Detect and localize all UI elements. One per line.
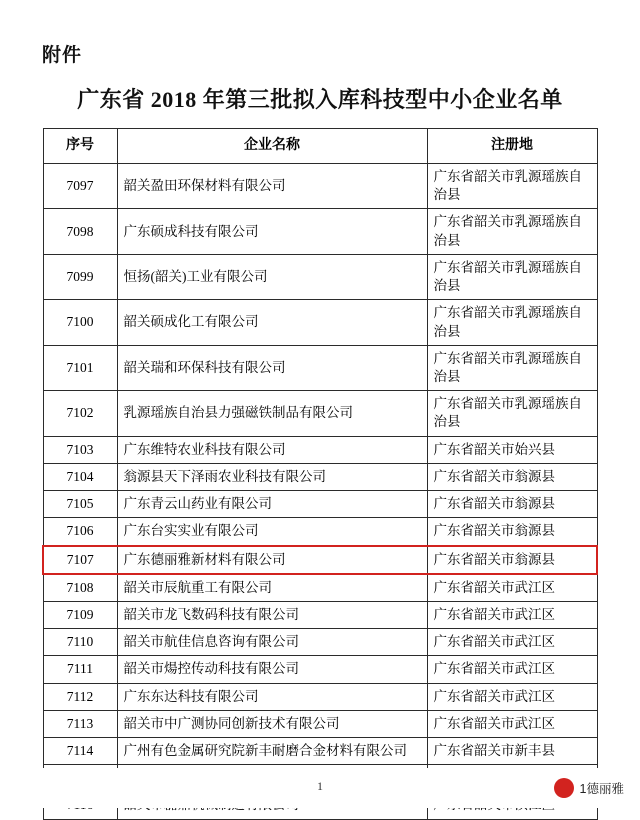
cell-enterprise-name: 广州有色金属研究院新丰耐磨合金材料有限公司 <box>117 738 427 765</box>
cell-enterprise-name: 韶关市中广测协同创新技术有限公司 <box>117 710 427 737</box>
cell-registration-place: 广东省韶关市武江区 <box>427 683 597 710</box>
cell-registration-place: 广东省韶关市乳源瑶族自治县 <box>427 391 597 436</box>
table-row <box>43 738 597 765</box>
cell-enterprise-name: 广东东达科技有限公司 <box>117 683 427 710</box>
cell-registration-place: 广东省韶关市武江区 <box>427 574 597 602</box>
cell-registration-place: 广东省韶关市乳源瑶族自治县 <box>427 300 597 345</box>
table-row <box>43 164 597 209</box>
cell-no: 7097 <box>43 164 117 209</box>
cell-registration-place: 广东省韶关市武江区 <box>427 710 597 737</box>
cell-no: 7102 <box>43 391 117 436</box>
page-footer <box>0 768 640 808</box>
cell-no: 7113 <box>43 710 117 737</box>
cell-registration-place: 广东省韶关市新丰县 <box>427 738 597 765</box>
cell-no: 7111 <box>43 656 117 683</box>
cell-registration-place: 广东省韶关市乳源瑶族自治县 <box>427 254 597 299</box>
table-row <box>43 518 597 546</box>
cell-no: 7098 <box>43 209 117 254</box>
table-row <box>43 300 597 345</box>
cell-registration-place: 广东省韶关市乳源瑶族自治县 <box>427 209 597 254</box>
table-header-row <box>43 129 597 164</box>
table-row <box>43 574 597 602</box>
column-header-reg: 注册地 <box>427 129 597 164</box>
cell-no: 7100 <box>43 300 117 345</box>
cell-registration-place: 广东省韶关市翁源县 <box>427 491 597 518</box>
cell-enterprise-name: 韶关硕成化工有限公司 <box>117 300 427 345</box>
cell-no: 7110 <box>43 629 117 656</box>
cell-enterprise-name: 广东台实实业有限公司 <box>117 518 427 546</box>
page-title: 广东省 2018 年第三批拟入库科技型中小企业名单 <box>77 87 563 112</box>
attachment-label: 附件 <box>42 45 83 66</box>
cell-registration-place: 广东省韶关市始兴县 <box>427 436 597 463</box>
brand-logo-icon <box>554 778 574 798</box>
cell-enterprise-name: 韶关市辰航重工有限公司 <box>117 574 427 602</box>
cell-enterprise-name: 翁源县天下泽雨农业科技有限公司 <box>117 463 427 490</box>
cell-registration-place: 广东省韶关市乳源瑶族自治县 <box>427 345 597 390</box>
cell-registration-place: 广东省韶关市武江区 <box>427 601 597 628</box>
cell-no: 7107 <box>43 546 117 574</box>
cell-no: 7104 <box>43 463 117 490</box>
table-row <box>43 391 597 436</box>
cell-registration-place: 广东省韶关市翁源县 <box>427 518 597 546</box>
table-row <box>43 436 597 463</box>
brand-watermark <box>554 778 624 798</box>
column-header-name: 企业名称 <box>117 129 427 164</box>
cell-enterprise-name: 韶关瑞和环保科技有限公司 <box>117 345 427 390</box>
cell-no: 7109 <box>43 601 117 628</box>
cell-no: 7114 <box>43 738 117 765</box>
cell-enterprise-name: 广东硕成科技有限公司 <box>117 209 427 254</box>
cell-registration-place: 广东省韶关市翁源县 <box>427 463 597 490</box>
table-row <box>43 254 597 299</box>
cell-no: 7105 <box>43 491 117 518</box>
page-number: 1 <box>317 779 323 793</box>
cell-enterprise-name: 广东青云山药业有限公司 <box>117 491 427 518</box>
table-row <box>43 629 597 656</box>
column-header-no: 序号 <box>43 129 117 164</box>
table-row <box>43 710 597 737</box>
cell-enterprise-name: 韶关市龙飞数码科技有限公司 <box>117 601 427 628</box>
cell-enterprise-name: 韶关盈田环保材料有限公司 <box>117 164 427 209</box>
table-row <box>43 546 597 574</box>
cell-enterprise-name: 恒扬(韶关)工业有限公司 <box>117 254 427 299</box>
cell-registration-place: 广东省韶关市乳源瑶族自治县 <box>427 164 597 209</box>
cell-no: 7099 <box>43 254 117 299</box>
table-row <box>43 463 597 490</box>
cell-enterprise-name: 广东维特农业科技有限公司 <box>117 436 427 463</box>
cell-registration-place: 广东省韶关市武江区 <box>427 656 597 683</box>
table-row <box>43 209 597 254</box>
cell-enterprise-name: 广东德丽雅新材料有限公司 <box>117 546 427 574</box>
cell-enterprise-name: 韶关市航佳信息咨询有限公司 <box>117 629 427 656</box>
cell-no: 7101 <box>43 345 117 390</box>
table-row <box>43 491 597 518</box>
cell-registration-place: 广东省韶关市翁源县 <box>427 546 597 574</box>
cell-registration-place: 广东省韶关市武江区 <box>427 629 597 656</box>
table-row <box>43 683 597 710</box>
cell-no: 7112 <box>43 683 117 710</box>
cell-no: 7106 <box>43 518 117 546</box>
cell-no: 7103 <box>43 436 117 463</box>
table-row <box>43 601 597 628</box>
brand-name-label: 1德丽雅 <box>579 782 624 796</box>
cell-no: 7108 <box>43 574 117 602</box>
cell-enterprise-name: 韶关市煬控传动科技有限公司 <box>117 656 427 683</box>
cell-enterprise-name: 乳源瑶族自治县力强磁铁制品有限公司 <box>117 391 427 436</box>
enterprise-list-table <box>42 128 598 820</box>
table-row <box>43 656 597 683</box>
table-row <box>43 345 597 390</box>
table-body <box>43 164 597 820</box>
